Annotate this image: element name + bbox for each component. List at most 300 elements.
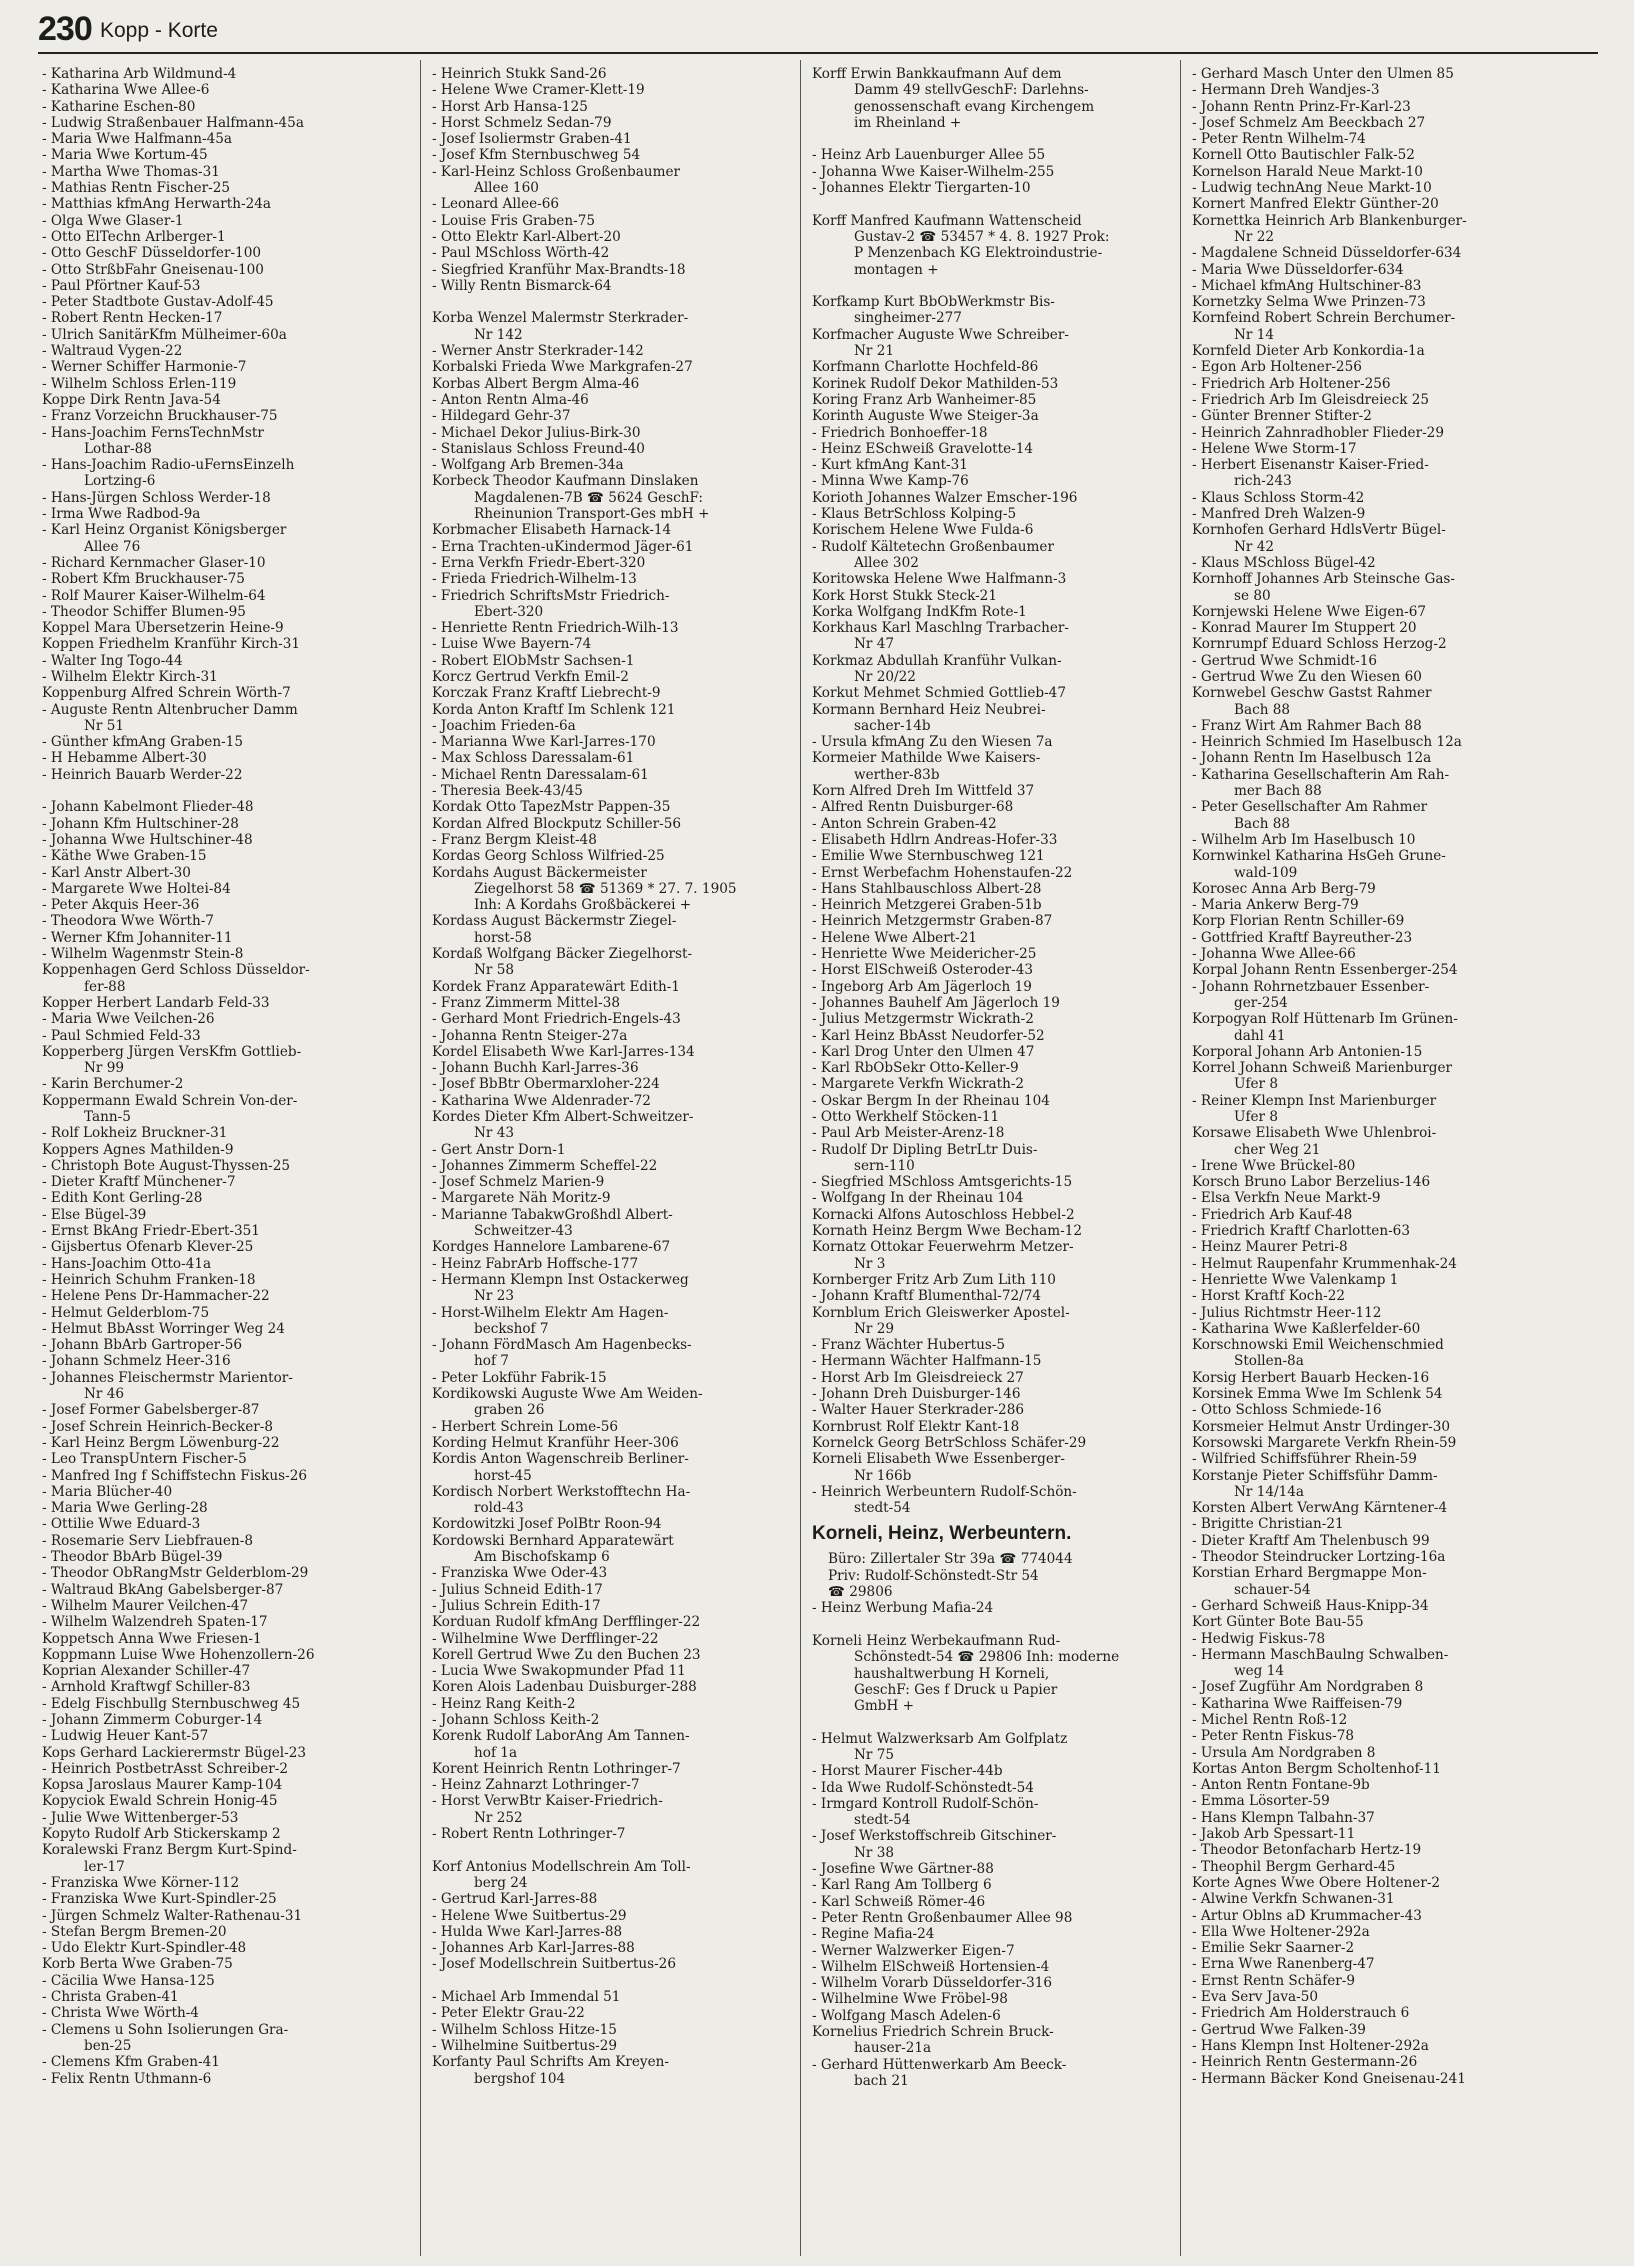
directory-entry-line: - Paul Schmied Feld-33: [42, 1027, 201, 1044]
directory-entry-line: Nr 21: [854, 343, 895, 360]
directory-entry-line: - Käthe Wwe Graben-15: [42, 848, 207, 865]
directory-entry-line: Korsmeier Helmut Anstr Ürdinger-30: [1192, 1418, 1450, 1435]
directory-entry-line: Kork Horst Stukk Steck-21: [812, 587, 997, 604]
directory-entry-line: - Heinz FabrArb Hoffsche-177: [432, 1255, 639, 1272]
directory-entry-line: Korbeck Theodor Kaufmann Dinslaken: [432, 473, 699, 490]
directory-entry-line: - Kurt kfmAng Kant-31: [812, 457, 968, 474]
directory-entry-line: - Ursula Am Nordgraben 8: [1192, 1744, 1376, 1761]
directory-entry-line: - Gertrud Karl-Jarres-88: [432, 1891, 598, 1908]
directory-entry-line: rold-43: [474, 1500, 524, 1517]
directory-entry-line: - Karl Rang Am Tollberg 6: [812, 1877, 992, 1894]
directory-entry-line: [812, 1617, 1178, 1633]
directory-entry-line: - Egon Arb Holtener-256: [1192, 359, 1362, 376]
directory-entry-line: Korkhaus Karl Maschlng Trarbacher-: [812, 620, 1070, 637]
directory-entry-line: Kopperberg Jürgen VersKfm Gottlieb-: [42, 1043, 302, 1060]
directory-entry-line: - Irene Wwe Brückel-80: [1192, 1157, 1356, 1174]
directory-entry-line: - Hermann Bäcker Kond Gneisenau-241: [1192, 2070, 1466, 2087]
directory-entry-line: - Margarete Wwe Holtei-84: [42, 880, 231, 897]
directory-entry-line: - Horst Schmelz Sedan-79: [432, 114, 612, 131]
directory-entry-line: GmbH +: [854, 1698, 915, 1715]
directory-entry-line: - Walter Ing Togo-44: [42, 652, 183, 669]
directory-entry-line: Korcz Gertrud Verkfn Emil-2: [432, 668, 629, 685]
directory-entry-line: - Heinrich Stukk Sand-26: [432, 66, 607, 82]
directory-entry-line: Korinth Auguste Wwe Steiger-3a: [812, 408, 1039, 425]
directory-entry-line: - Arnhold Kraftwgf Schiller-83: [42, 1679, 251, 1696]
directory-entry-line: Korstanje Pieter Schiffsführ Damm-: [1192, 1467, 1438, 1484]
directory-entry-line: - Hermann MaschBaulng Schwalben-: [1192, 1646, 1449, 1663]
directory-entry-line: - Franziska Wwe Körner-112: [42, 1874, 240, 1891]
directory-entry-line: - Josef Schmelz Marien-9: [432, 1174, 605, 1191]
directory-entry-line: Korfmann Charlotte Hochfeld-86: [812, 359, 1039, 376]
directory-entry-line: - Johanna Wwe Allee-66: [1192, 946, 1356, 963]
directory-entry-line: Korczak Franz Kraftf Liebrecht-9: [432, 685, 661, 702]
directory-entry-line: Korstian Erhard Bergmappe Mon-: [1192, 1565, 1427, 1582]
directory-entry-line: - Irma Wwe Radbod-9a: [42, 506, 201, 523]
directory-entry-line: - Hermann Dreh Wandjes-3: [1192, 82, 1380, 99]
directory-entry-line: Ziegelhorst 58 ☎ 51369 * 27. 7. 1905: [474, 880, 737, 897]
directory-entry-line: Korneli Heinz Werbekaufmann Rud-: [812, 1632, 1061, 1649]
directory-entry-line: Allee 76: [84, 538, 141, 555]
directory-entry-line: - Günther kfmAng Graben-15: [42, 734, 243, 751]
directory-entry-line: - Rosemarie Serv Liebfrauen-8: [42, 1532, 253, 1549]
directory-entry-line: - Josefine Wwe Gärtner-88: [812, 1861, 994, 1878]
directory-entry-line: - Matthias kfmAng Herwarth-24a: [42, 196, 271, 213]
directory-entry-line: - Konrad Maurer Im Stuppert 20: [1192, 620, 1417, 637]
directory-entry-line: mer Bach 88: [1234, 783, 1322, 800]
directory-entry-line: Kordass August Bäckermstr Ziegel-: [432, 913, 677, 930]
directory-entry-line: Koppe Dirk Rentn Java-54: [42, 391, 221, 408]
directory-entry-line: - Regine Mafia-24: [812, 1926, 935, 1943]
directory-entry-line: - Josef Schmelz Am Beeckbach 27: [1192, 114, 1426, 131]
directory-entry-line: - Marianna Wwe Karl-Jarres-170: [432, 734, 656, 751]
directory-entry-line: - Franziska Wwe Oder-43: [432, 1565, 608, 1582]
directory-entry-line: - Julius Richtmstr Heer-112: [1192, 1304, 1382, 1321]
directory-entry-line: Kornwebel Geschw Gastst Rahmer: [1192, 685, 1432, 702]
directory-entry-line: - Margarete Verkfn Wickrath-2: [812, 1076, 1025, 1093]
directory-entry-line: Koppenburg Alfred Schrein Wörth-7: [42, 685, 291, 702]
directory-entry-line: - Peter Gesellschafter Am Rahmer: [1192, 799, 1428, 816]
directory-entry-line: - Heinz Werbung Mafia-24: [812, 1600, 994, 1617]
directory-entry-line: - Gijsbertus Ofenarb Klever-25: [42, 1239, 254, 1256]
directory-entry-line: - Hans-Joachim Radio-uFernsEinzelh: [42, 457, 295, 474]
directory-entry-line: - Else Bügel-39: [42, 1206, 147, 1223]
directory-entry-line: bach 21: [854, 2072, 909, 2089]
directory-entry-line: Kortas Anton Bergm Scholtenhof-11: [1192, 1760, 1441, 1777]
directory-entry-line: - Henriette Wwe Valenkamp 1: [1192, 1271, 1399, 1288]
directory-entry-line: Nr 51: [84, 717, 125, 734]
directory-entry-line: Kordges Hannelore Lambarene-67: [432, 1239, 671, 1256]
directory-entry-line: - Max Schloss Daressalam-61: [432, 750, 635, 767]
directory-entry-line: - Karl Heinz Organist Königsberger: [42, 522, 287, 539]
directory-entry-line: - Johanna Wwe Hultschiner-48: [42, 831, 253, 848]
directory-entry-line: - Wilhelm ElSchweiß Hortensien-4: [812, 1958, 1050, 1975]
directory-entry-line: - Maria Wwe Kortum-45: [42, 147, 208, 164]
directory-entry-line: Kordas Georg Schloss Wilfried-25: [432, 848, 665, 865]
directory-entry-line: - Franz Vorzeichn Bruckhauser-75: [42, 408, 278, 425]
directory-entry-line: Nr 3: [854, 1255, 886, 1272]
directory-entry-line: [812, 278, 1178, 294]
column-divider: [420, 60, 421, 2256]
directory-entry-line: - Peter Akquis Heer-36: [42, 897, 200, 914]
directory-entry-line: se 80: [1234, 587, 1271, 604]
directory-entry-line: Korpal Johann Rentn Essenberger-254: [1192, 962, 1458, 979]
directory-entry-line: - Werner Anstr Sterkrader-142: [432, 343, 644, 360]
directory-entry-line: Damm 49 stellvGeschF: Darlehns-: [854, 82, 1089, 99]
directory-entry-line: dahl 41: [1234, 1027, 1286, 1044]
directory-entry-line: - Peter Lokführ Fabrik-15: [432, 1369, 607, 1386]
directory-entry-line: - Ida Wwe Rudolf-Schönstedt-54: [812, 1779, 1034, 1796]
directory-entry-line: horst-58: [474, 929, 532, 946]
directory-entry-line: - Herbert Eisenanstr Kaiser-Fried-: [1192, 457, 1429, 474]
directory-entry-line: - H Hebamme Albert-30: [42, 750, 207, 767]
directory-entry-line: Korsowski Margarete Verkfn Rhein-59: [1192, 1434, 1457, 1451]
directory-entry-line: - Julius Schrein Edith-17: [432, 1597, 601, 1614]
directory-entry-line: - Peter Stadtbote Gustav-Adolf-45: [42, 294, 274, 311]
directory-entry-line: [812, 1714, 1178, 1730]
directory-entry-line: Kornhofen Gerhard HdlsVertr Bügel-: [1192, 522, 1446, 539]
directory-entry-line: - Oskar Bergm In der Rheinau 104: [812, 1092, 1050, 1109]
directory-entry-line: - Wolfgang Arb Bremen-34a: [432, 457, 624, 474]
directory-entry-line: - Horst Maurer Fischer-44b: [812, 1763, 1003, 1780]
directory-entry-line: Korsten Albert VerwAng Kärntener-4: [1192, 1500, 1448, 1517]
directory-entry-line: - Helene Wwe Cramer-Klett-19: [432, 82, 645, 99]
directory-entry-line: Kopyto Rudolf Arb Stickerskamp 2: [42, 1826, 281, 1843]
directory-entry-line: Korfmacher Auguste Wwe Schreiber-: [812, 326, 1069, 343]
directory-entry-line: - Otto Werkhelf Stöcken-11: [812, 1109, 1000, 1125]
directory-entry-line: hauser-21a: [854, 2040, 932, 2057]
directory-entry-line: - Günter Brenner Stifter-2: [1192, 408, 1372, 425]
directory-entry-line: weg 14: [1234, 1663, 1285, 1680]
directory-entry-line: Korff Manfred Kaufmann Wattenscheid: [812, 212, 1082, 229]
directory-entry-line: Tann-5: [84, 1109, 131, 1125]
directory-entry-line: - Richard Kernmacher Glaser-10: [42, 554, 266, 571]
directory-entry-line: werther-83b: [854, 766, 940, 783]
directory-entry-line: - Gertrud Wwe Falken-39: [1192, 2021, 1366, 2038]
directory-entry-line: - Theodor Steindrucker Lortzing-16a: [1192, 1549, 1446, 1566]
directory-entry-line: - Hermann Klempn Inst Ostackerweg: [432, 1271, 689, 1288]
directory-entry-line: - Johann Buchh Karl-Jarres-36: [432, 1060, 639, 1077]
directory-entry-line: - Franziska Wwe Kurt-Spindler-25: [42, 1891, 277, 1908]
directory-entry-line: - Emilie Wwe Sternbuschweg 121: [812, 848, 1045, 865]
directory-entry-line: - Clemens Kfm Graben-41: [42, 2054, 220, 2071]
directory-entry-line: - Siegfried MSchloss Amtsgerichts-15: [812, 1174, 1073, 1191]
directory-entry-line: Nr 46: [84, 1386, 125, 1403]
directory-entry-line: - Robert Rentn Lothringer-7: [432, 1826, 626, 1843]
directory-entry-line: - Josef Schrein Heinrich-Becker-8: [42, 1418, 274, 1435]
directory-entry-line: - Hulda Wwe Karl-Jarres-88: [432, 1923, 623, 1940]
directory-entry-line: - Wilhelm Schloss Hitze-15: [432, 2021, 617, 2038]
directory-entry-line: Koren Alois Ladenbau Duisburger-288: [432, 1679, 697, 1696]
directory-entry-line: Korsawe Elisabeth Wwe Uhlenbroi-: [1192, 1125, 1437, 1142]
directory-entry-line: Korioth Johannes Walzer Emscher-196: [812, 489, 1078, 506]
directory-entry-line: Korsinek Emma Wwe Im Schlenk 54: [1192, 1386, 1443, 1403]
directory-entry-line: Nr 142: [474, 326, 523, 343]
directory-entry-line: - Ludwig technAng Neue Markt-10: [1192, 180, 1432, 197]
directory-entry-line: Koppmann Luise Wwe Hohenzollern-26: [42, 1646, 315, 1663]
directory-entry-line: - Wilhelm Walzendreh Spaten-17: [42, 1614, 268, 1631]
directory-entry-line: - Magdalene Schneid Düsseldorfer-634: [1192, 245, 1462, 262]
directory-entry-line: - Maria Ankerw Berg-79: [1192, 897, 1359, 914]
directory-entry-line: - Ella Wwe Holtener-292a: [1192, 1923, 1370, 1940]
directory-entry-line: - Theodor Betonfacharb Hertz-19: [1192, 1842, 1422, 1859]
directory-entry-line: - Alwine Verkfn Schwanen-31: [1192, 1891, 1395, 1908]
directory-entry-line: - Johann Rentn Im Haselbusch 12a: [1192, 750, 1432, 767]
directory-entry-line: - Johann Rentn Prinz-Fr-Karl-23: [1192, 98, 1411, 115]
directory-entry-line: - Hans Stahlbauschloss Albert-28: [812, 880, 1042, 897]
directory-entry-line: - Michael Dekor Julius-Birk-30: [432, 424, 641, 441]
directory-entry-line: - Helmut Walzwerksarb Am Golfplatz: [812, 1730, 1068, 1747]
directory-entry-line: Korrel Johann Schweiß Marienburger: [1192, 1060, 1452, 1077]
directory-entry-line: Koppenhagen Gerd Schloss Düsseldor-: [42, 962, 310, 979]
directory-entry-line: - Maria Wwe Gerling-28: [42, 1500, 208, 1517]
directory-entry-line: - Wilhelmine Wwe Derfflinger-22: [432, 1630, 659, 1647]
directory-entry-line: - Leonard Allee-66: [432, 196, 560, 213]
directory-entry-line: - Katharina Wwe Aldenrader-72: [432, 1092, 651, 1109]
directory-entry-line: Kornelck Georg BetrSchloss Schäfer-29: [812, 1434, 1087, 1451]
directory-entry-line: Korka Wolfgang IndKfm Rote-1: [812, 603, 1027, 620]
directory-entry-line: P Menzenbach KG Elektroindustrie-: [854, 245, 1103, 262]
directory-entry-line: Nr 42: [1234, 538, 1275, 555]
directory-entry-line: Am Bischofskamp 6: [474, 1549, 610, 1566]
directory-entry-line: - Stanislaus Schloss Freund-40: [432, 440, 645, 457]
directory-entry-line: - Edelg Fischbullg Sternbuschweg 45: [42, 1695, 301, 1712]
directory-entry-line: Korsch Bruno Labor Berzelius-146: [1192, 1174, 1431, 1191]
directory-entry-line: - Werner Kfm Johanniter-11: [42, 929, 233, 946]
column-1: [42, 66, 408, 2252]
directory-entry-line: - Maria Wwe Düsseldorfer-634: [1192, 261, 1404, 278]
directory-entry-line: - Walter Hauer Sterkrader-286: [812, 1402, 1025, 1419]
directory-entry-line: - Emma Lösorter-59: [1192, 1793, 1330, 1810]
directory-entry-line: Nr 14/14a: [1234, 1483, 1304, 1500]
directory-entry-line: sern-110: [854, 1157, 915, 1174]
directory-entry-line: - Friedrich Arb Im Gleisdreieck 25: [1192, 391, 1430, 408]
directory-entry-line: - Ludwig Straßenbauer Halfmann-45a: [42, 114, 304, 131]
page-header: [38, 6, 1598, 52]
directory-entry-line: - Franz Bergm Kleist-48: [432, 831, 597, 848]
directory-entry-line: - Johann Rohrnetzbauer Essenber-: [1192, 978, 1430, 995]
directory-entry-line: Kornbrust Rolf Elektr Kant-18: [812, 1418, 1020, 1435]
directory-entry-line: wald-109: [1234, 864, 1298, 881]
directory-entry-line: Gustav-2 ☎ 53457 * 4. 8. 1927 Prok:: [854, 228, 1110, 245]
directory-entry-line: Kornjewski Helene Wwe Eigen-67: [1192, 603, 1427, 620]
directory-entry-line: - Karl Schweiß Römer-46: [812, 1893, 986, 1910]
directory-entry-line: Inh: A Kordahs Großbäckerei +: [474, 897, 692, 914]
directory-entry-line: - Josef Werkstoffschreib Gitschiner-: [812, 1828, 1057, 1845]
directory-entry-line: - Clemens u Sohn Isolierungen Gra-: [42, 2021, 289, 2038]
directory-entry-line: [432, 294, 798, 310]
directory-entry-line: Korenk Rudolf LaborAng Am Tannen-: [432, 1728, 690, 1745]
directory-entry-line: Kornblum Erich Gleiswerker Apostel-: [812, 1304, 1070, 1321]
directory-entry-line: Korn Alfred Dreh Im Wittfeld 37: [812, 783, 1035, 800]
directory-entry-line: - Jakob Arb Spessart-11: [1192, 1826, 1356, 1843]
directory-entry-line: Koralewski Franz Bergm Kurt-Spind-: [42, 1842, 297, 1859]
directory-entry-line: Nr 99: [84, 1060, 125, 1077]
directory-entry-line: - Auguste Rentn Altenbrucher Damm: [42, 701, 298, 718]
directory-entry-line: berg 24: [474, 1874, 528, 1891]
directory-entry-line: Koprian Alexander Schiller-47: [42, 1663, 251, 1680]
directory-entry-line: - Willy Rentn Bismarck-64: [432, 277, 612, 294]
directory-entry-line: - Josef Isoliermstr Graben-41: [432, 131, 632, 148]
directory-entry-line: [432, 1973, 798, 1989]
column-3: [812, 66, 1178, 2252]
directory-entry-line: Koppetsch Anna Wwe Friesen-1: [42, 1630, 262, 1647]
directory-entry-line: - Heinrich Metzgermstr Graben-87: [812, 913, 1053, 930]
directory-entry-line: Kordes Dieter Kfm Albert-Schweitzer-: [432, 1109, 694, 1125]
directory-entry-line: ben-25: [84, 2037, 132, 2054]
directory-entry-line: Nr 166b: [854, 1467, 912, 1484]
directory-entry-line: Stollen-8a: [1234, 1353, 1304, 1370]
directory-entry-line: - Hedwig Fiskus-78: [1192, 1630, 1326, 1647]
directory-entry-line: - Peter Rentn Fiskus-78: [1192, 1728, 1355, 1745]
directory-entry-line: - Julius Metzgermstr Wickrath-2: [812, 1011, 1034, 1028]
directory-entry-line: - Rolf Maurer Kaiser-Wilhelm-64: [42, 587, 266, 604]
directory-entry-line: - Wolfgang Masch Adelen-6: [812, 2007, 1001, 2024]
directory-entry-line: - Katharina Wwe Allee-6: [42, 82, 210, 99]
directory-entry-line: - Martha Wwe Thomas-31: [42, 163, 220, 180]
directory-entry-line: Korba Wenzel Malermstr Sterkrader-: [432, 310, 689, 327]
directory-entry-line: Kordis Anton Wagenschreib Berliner-: [432, 1451, 689, 1468]
directory-entry-line: Korporal Johann Arb Antonien-15: [1192, 1043, 1423, 1060]
directory-entry-line: Kordan Alfred Blockputz Schiller-56: [432, 815, 682, 832]
directory-entry-line: Kornhoff Johannes Arb Steinsche Gas-: [1192, 571, 1455, 588]
directory-entry-line: - Johann Dreh Duisburger-146: [812, 1386, 1021, 1403]
directory-entry-line: - Wolfgang In der Rheinau 104: [812, 1190, 1024, 1207]
directory-entry-line: - Helmut BbAsst Worringer Weg 24: [42, 1320, 285, 1337]
directory-entry-line: Korschnowski Emil Weichenschmied: [1192, 1337, 1444, 1354]
directory-entry-line: - Heinz Arb Lauenburger Allee 55: [812, 147, 1046, 164]
directory-entry-line: - Christoph Bote August-Thyssen-25: [42, 1157, 291, 1174]
directory-entry-line: - Alfred Rentn Duisburger-68: [812, 799, 1014, 816]
directory-entry-line: Korbas Albert Bergm Alma-46: [432, 375, 640, 392]
directory-entry-line: Korp Florian Rentn Schiller-69: [1192, 913, 1405, 930]
directory-entry-line: - Wilhelmine Suitbertus-29: [432, 2037, 618, 2054]
directory-entry-line: Nr 47: [854, 636, 895, 653]
directory-entry-line: - Ulrich SanitärKfm Mülheimer-60a: [42, 326, 287, 343]
directory-entry-line: - Peter Rentn Wilhelm-74: [1192, 131, 1366, 148]
directory-entry-line: - Cäcilia Wwe Hansa-125: [42, 1972, 215, 1989]
directory-entry-line: stedt-54: [854, 1500, 911, 1517]
directory-entry-line: Nr 22: [1234, 228, 1275, 245]
directory-entry-line: - Margarete Näh Moritz-9: [432, 1190, 611, 1207]
directory-entry-line: - Franz Zimmerm Mittel-38: [432, 994, 620, 1011]
directory-entry-line: - Karl Anstr Albert-30: [42, 864, 191, 881]
directory-entry-line: Kopper Herbert Landarb Feld-33: [42, 994, 270, 1011]
directory-entry-line: Korb Berta Wwe Graben-75: [42, 1956, 233, 1973]
directory-entry-line: - Heinrich Schmied Im Haselbusch 12a: [1192, 734, 1462, 751]
directory-entry-line: - Leo TranspUntern Fischer-5: [42, 1451, 247, 1468]
directory-entry-line: - Robert ElObMstr Sachsen-1: [432, 652, 635, 669]
directory-entry-line: - Johann Schloss Keith-2: [432, 1711, 600, 1728]
directory-entry-line: - Heinrich Zahnradhobler Flieder-29: [1192, 424, 1444, 441]
directory-entry-line: - Helene Wwe Albert-21: [812, 929, 978, 946]
directory-entry-line: cher Weg 21: [1234, 1141, 1321, 1158]
directory-entry-line: - Heinz Zahnarzt Lothringer-7: [432, 1777, 640, 1794]
directory-entry-line: Korkmaz Abdullah Kranführ Vulkan-: [812, 652, 1062, 669]
directory-entry-line: Kornetzky Selma Wwe Prinzen-73: [1192, 294, 1426, 311]
directory-entry-line: Kornert Manfred Elektr Günther-20: [1192, 196, 1439, 213]
directory-entry-line: fer-88: [84, 978, 126, 995]
directory-entry-line: - Gertrud Wwe Zu den Wiesen 60: [1192, 668, 1422, 685]
directory-entry-line: - Manfred Ing f Schiffstechn Fiskus-26: [42, 1467, 308, 1484]
directory-entry-line: - Helene Wwe Storm-17: [1192, 440, 1357, 457]
directory-entry-line: - Frieda Friedrich-Wilhelm-13: [432, 571, 637, 588]
directory-entry-line: - Christa Wwe Wörth-4: [42, 2005, 199, 2022]
directory-entry-line: Nr 23: [474, 1288, 515, 1305]
directory-entry-line: Koppers Agnes Mathilden-9: [42, 1141, 234, 1158]
directory-entry-line: - Paul MSchloss Wörth-42: [432, 245, 610, 262]
directory-entry-line: - Karl Drog Unter den Ulmen 47: [812, 1043, 1035, 1060]
directory-entry-line: - Brigitte Christian-21: [1192, 1516, 1344, 1533]
header-rule: [38, 52, 1598, 54]
directory-entry-line: - Otto ElTechn Arlberger-1: [42, 228, 226, 245]
directory-entry-line: - Hans Klempn Inst Holtener-292a: [1192, 2037, 1429, 2054]
directory-entry-line: Ufer 8: [1234, 1109, 1279, 1125]
directory-entry-line: - Henriette Wwe Meidericher-25: [812, 946, 1037, 963]
directory-entry-line: Kormeier Mathilde Wwe Kaisers-: [812, 750, 1041, 767]
directory-entry-line: - Jürgen Schmelz Walter-Rathenau-31: [42, 1907, 303, 1924]
directory-entry-line: Ebert-320: [474, 603, 544, 620]
directory-entry-line: Kording Helmut Kranführ Heer-306: [432, 1434, 679, 1451]
directory-entry-line: - Mathias Rentn Fischer-25: [42, 180, 231, 197]
directory-entry-line: - Julius Schneid Edith-17: [432, 1581, 603, 1598]
directory-entry-line: - Herbert Schrein Lome-56: [432, 1418, 619, 1435]
directory-entry-line: - Heinz Maurer Petri-8: [1192, 1239, 1348, 1256]
directory-entry-line: - Hermann Wächter Halfmann-15: [812, 1353, 1042, 1370]
directory-entry-line: - Anton Rentn Alma-46: [432, 391, 589, 408]
directory-entry-line: - Erna Wwe Ranenberg-47: [1192, 1956, 1375, 1973]
directory-entry-line: - Friedrich Am Holderstrauch 6: [1192, 2005, 1410, 2022]
directory-entry-line: - Werner Walzwerker Eigen-7: [812, 1942, 1015, 1959]
directory-entry-line: - Hans Klempn Talbahn-37: [1192, 1809, 1375, 1826]
directory-entry-line: - Erna Trachten-uKindermod Jäger-61: [432, 538, 694, 555]
directory-entry-line: Lortzing-6: [84, 473, 156, 490]
directory-entry-line: - Maria Blücher-40: [42, 1483, 173, 1500]
directory-entry-line: - Erna Verkfn Friedr-Ebert-320: [432, 554, 646, 571]
directory-entry-line: Kornacki Alfons Autoschloss Hebbel-2: [812, 1206, 1075, 1223]
directory-entry-line: Kormann Bernhard Heiz Neubrei-: [812, 701, 1046, 718]
directory-entry-line: Priv: Rudolf-Schönstedt-Str 54: [828, 1567, 1039, 1584]
directory-entry-line: - Ernst Werbefachm Hohenstaufen-22: [812, 864, 1073, 881]
directory-entry-line: Korff Erwin Bankkaufmann Auf dem: [812, 66, 1062, 82]
directory-entry-line: - Maria Wwe Halfmann-45a: [42, 131, 233, 148]
directory-entry-line: - Wilhelm Schloss Erlen-119: [42, 375, 237, 392]
directory-entry-line: - Hans-Jürgen Schloss Werder-18: [42, 489, 271, 506]
directory-entry-line: - Horst Kraftf Koch-22: [1192, 1288, 1346, 1305]
directory-entry-line: Korda Anton Kraftf Im Schlenk 121: [432, 701, 676, 718]
directory-entry-line: Nr 14: [1234, 326, 1275, 343]
directory-entry-line: ler-17: [84, 1858, 125, 1875]
directory-entry-line: - Friedrich Kraftf Charlotten-63: [1192, 1223, 1410, 1240]
directory-entry-line: - Paul Arb Meister-Arenz-18: [812, 1125, 1005, 1142]
directory-entry-line: - Josef Zugführ Am Nordgraben 8: [1192, 1679, 1424, 1696]
directory-entry-line: - Heinrich Bauarb Werder-22: [42, 766, 243, 783]
directory-entry-line: - Udo Elektr Kurt-Spindler-48: [42, 1940, 247, 1957]
directory-entry-line: Kornfeind Robert Schrein Berchumer-: [1192, 310, 1456, 327]
directory-entry-line: Kornrumpf Eduard Schloss Herzog-2: [1192, 636, 1447, 653]
directory-entry-line: Nr 43: [474, 1125, 515, 1142]
directory-entry-line: - Horst ElSchweiß Osteroder-43: [812, 962, 1034, 979]
directory-entry-line: Bach 88: [1234, 701, 1291, 718]
directory-entry-line: Koppermann Ewald Schrein Von-der-: [42, 1092, 298, 1109]
directory-entry-line: GeschF: Ges f Druck u Papier: [854, 1681, 1058, 1698]
directory-entry-line: - Artur Oblns aD Krummacher-43: [1192, 1907, 1422, 1924]
directory-entry-line: stedt-54: [854, 1812, 911, 1829]
directory-entry-line: - Klaus Schloss Storm-42: [1192, 489, 1365, 506]
directory-entry-line: Ufer 8: [1234, 1076, 1279, 1093]
directory-entry-line: - Felix Rentn Uthmann-6: [42, 2070, 212, 2087]
directory-entry-line: - Johann Kfm Hultschiner-28: [42, 815, 239, 832]
directory-entry-line: - Marianne TabakwGroßhdl Albert-: [432, 1206, 673, 1223]
